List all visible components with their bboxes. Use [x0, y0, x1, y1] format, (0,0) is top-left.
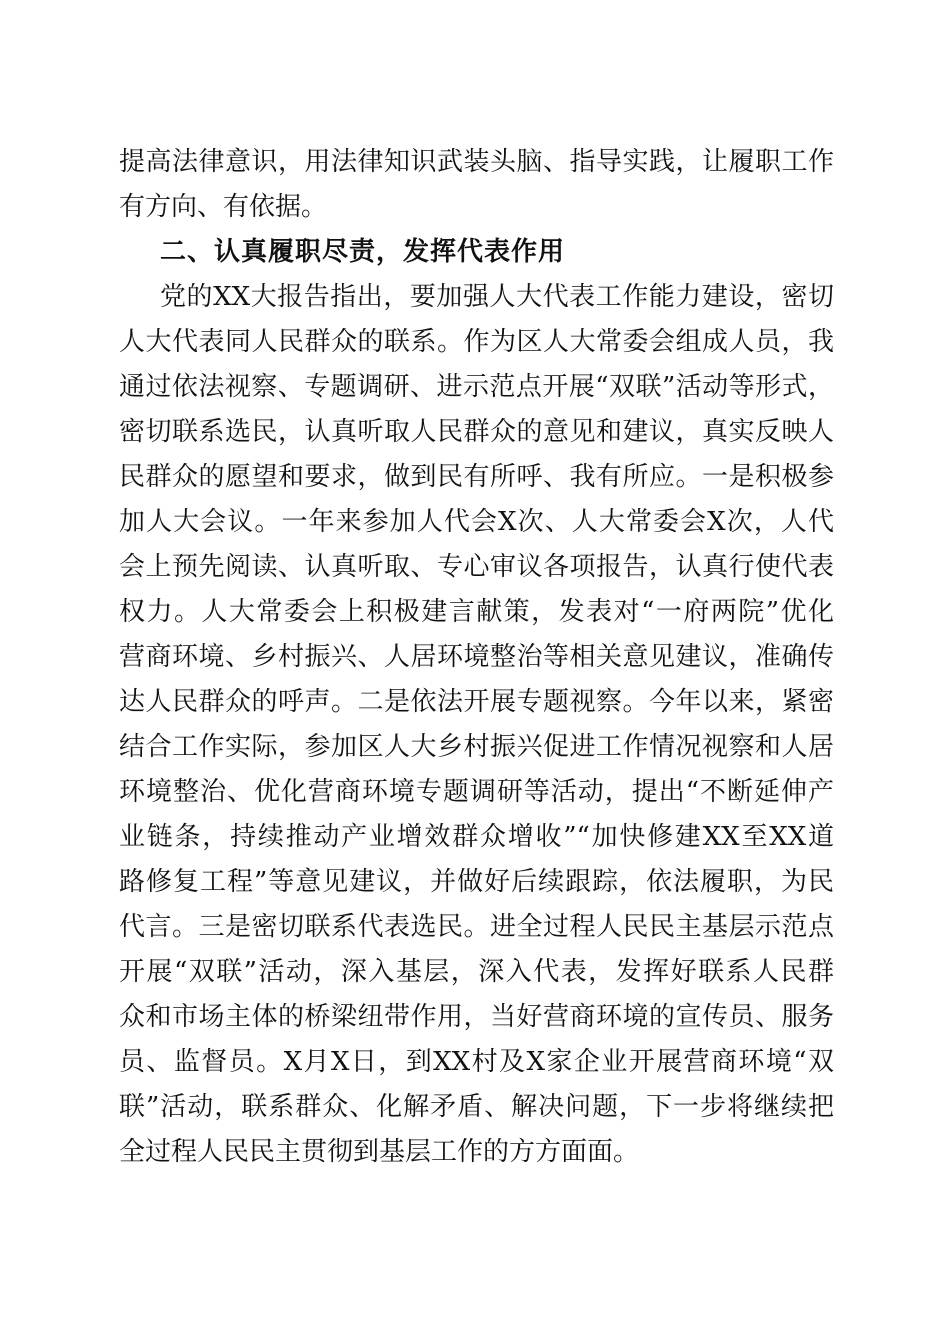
paragraph-line: 结合工作实际，参加区人大乡村振兴促进工作情况视察和人居 — [119, 732, 834, 762]
paragraph-line: 开展“双联”活动，深入基层，深入代表，发挥好联系人民群 — [119, 957, 834, 987]
paragraph-line: 联”活动，联系群众、化解矛盾、解决问题，下一步将继续把 — [119, 1092, 834, 1122]
paragraph-line: 加人大会议。一年来参加人代会X次、人大常委会X次，人代 — [119, 507, 834, 537]
paragraph-line: 会上预先阅读、认真听取、专心审议各项报告，认真行使代表 — [119, 552, 834, 582]
paragraph-line: 营商环境、乡村振兴、人居环境整治等相关意见建议，准确传 — [119, 642, 834, 672]
paragraph-line: 员、监督员。X月X日，到XX村及X家企业开展营商环境“双 — [119, 1047, 834, 1077]
paragraph-line: 有方向、有依据。 — [119, 192, 328, 222]
paragraph-line: 代言。三是密切联系代表选民。进全过程人民民主基层示范点 — [119, 912, 834, 942]
section-heading: 二、认真履职尽责，发挥代表作用 — [160, 237, 566, 267]
paragraph-line: 业链条，持续推动产业增效群众增收”“加快修建XX至XX道 — [119, 822, 834, 852]
paragraph-line: 全过程人民民主贯彻到基层工作的方方面面。 — [119, 1137, 640, 1167]
paragraph-line: 民群众的愿望和要求，做到民有所呼、我有所应。一是积极参 — [119, 462, 834, 492]
paragraph-line: 路修复工程”等意见建议，并做好后续跟踪，依法履职，为民 — [119, 867, 834, 897]
paragraph-line: 众和市场主体的桥梁纽带作用，当好营商环境的宣传员、服务 — [119, 1002, 834, 1032]
paragraph-line: 提高法律意识，用法律知识武装头脑、指导实践，让履职工作 — [119, 147, 834, 177]
paragraph-line: 通过依法视察、专题调研、进示范点开展“双联”活动等形式， — [119, 372, 834, 402]
paragraph-line: 达人民群众的呼声。二是依法开展专题视察。今年以来，紧密 — [119, 687, 834, 717]
paragraph-line: 密切联系选民，认真听取人民群众的意见和建议，真实反映人 — [119, 417, 834, 447]
paragraph-line: 人大代表同人民群众的联系。作为区人大常委会组成人员，我 — [119, 327, 834, 357]
paragraph-line: 党的XX大报告指出，要加强人大代表工作能力建设，密切 — [160, 282, 834, 312]
paragraph-line: 权力。人大常委会上积极建言献策，发表对“一府两院”优化 — [119, 597, 834, 627]
paragraph-line: 环境整治、优化营商环境专题调研等活动，提出“不断延伸产 — [119, 777, 834, 807]
